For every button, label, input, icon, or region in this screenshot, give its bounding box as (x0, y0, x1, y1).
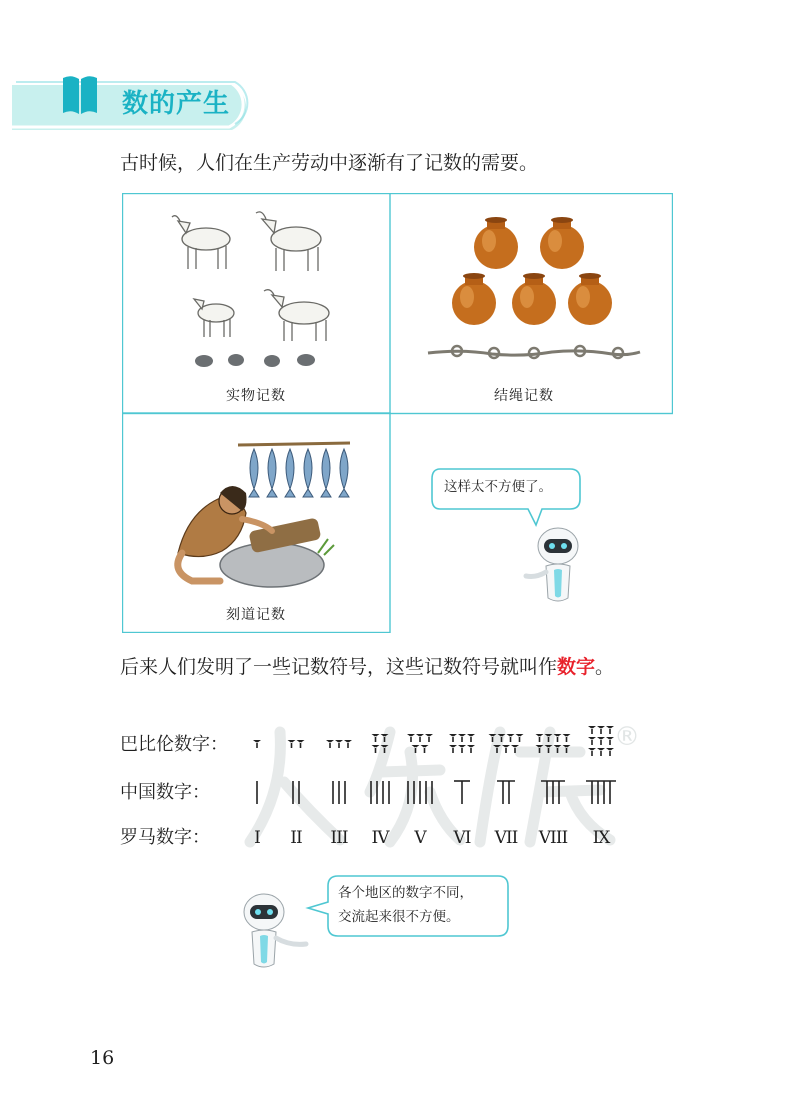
roman-numeral-4: IV (371, 828, 389, 848)
numerals-intro-after: 。 (595, 656, 615, 678)
chinese-numeral-8 (541, 781, 565, 804)
chinese-numeral-6 (454, 781, 470, 804)
chinese-numeral-3 (333, 781, 345, 804)
row-label-roman: 罗马数字： (120, 827, 210, 848)
counting-methods-grid (122, 193, 673, 633)
babylonian-numeral-4 (372, 734, 389, 753)
knotted-rope-icon (428, 346, 640, 358)
caption-tally-counting: 刻道记数 (226, 607, 286, 623)
highlight-word: 数字 (557, 656, 596, 678)
pebble-icon (195, 354, 315, 367)
babylonian-numerals (240, 720, 640, 766)
robot-icon (232, 890, 312, 970)
robot-icon (518, 524, 590, 604)
caption-knot-counting: 结绳记数 (494, 388, 554, 404)
babylonian-numeral-8 (536, 734, 571, 753)
fish-icon (249, 449, 349, 497)
chinese-numeral-5 (408, 781, 432, 804)
robot-speech-2-line1: 各个地区的数字不同， (338, 885, 473, 901)
roman-numeral-5: V (414, 828, 426, 848)
roman-numeral-6: VI (453, 828, 471, 848)
robot-speech-1: 这样太不方便了。 (444, 479, 552, 495)
book-icon (60, 72, 100, 118)
roman-numeral-9: IX (592, 828, 610, 848)
babylonian-numeral-5 (407, 734, 433, 753)
page-number: 16 (90, 1047, 115, 1069)
robot-speech-2-line2: 交流起来很不方便。 (338, 909, 460, 925)
chinese-rod-numerals (240, 776, 640, 810)
clay-pot-icon (452, 217, 612, 325)
intro-text: 古时候，人们在生产劳动中逐渐有了记数的需要。 (120, 152, 539, 174)
babylonian-numeral-6 (449, 734, 475, 753)
babylonian-numeral-3 (326, 740, 352, 748)
goat-icon (172, 212, 329, 341)
caption-object-counting: 实物记数 (226, 388, 286, 404)
section-title: 数的产生 (122, 89, 231, 119)
chinese-numeral-9 (586, 781, 616, 804)
numerals-intro-before: 后来人们发明了一些记数符号，这些记数符号就叫作 (120, 656, 558, 678)
row-label-babylonian: 巴比伦数字： (120, 734, 228, 755)
chinese-numeral-2 (293, 781, 299, 804)
babylonian-numeral-1 (253, 740, 261, 748)
chinese-numeral-7 (497, 781, 515, 804)
roman-numeral-8: VIII (538, 828, 568, 848)
babylonian-numeral-2 (288, 740, 305, 748)
babylonian-numeral-7 (489, 734, 524, 753)
numerals-intro-text (120, 654, 614, 680)
chinese-numeral-4 (371, 781, 389, 804)
row-label-chinese: 中国数字： (120, 782, 210, 803)
roman-numeral-1: I (254, 828, 260, 848)
roman-numeral-2: II (290, 828, 302, 848)
watermark-registered-mark: ® (614, 722, 640, 752)
caveman-carving-icon (178, 486, 334, 587)
roman-numeral-3: III (330, 828, 348, 848)
babylonian-numeral-9 (588, 726, 614, 756)
roman-numeral-7: VII (494, 828, 518, 848)
